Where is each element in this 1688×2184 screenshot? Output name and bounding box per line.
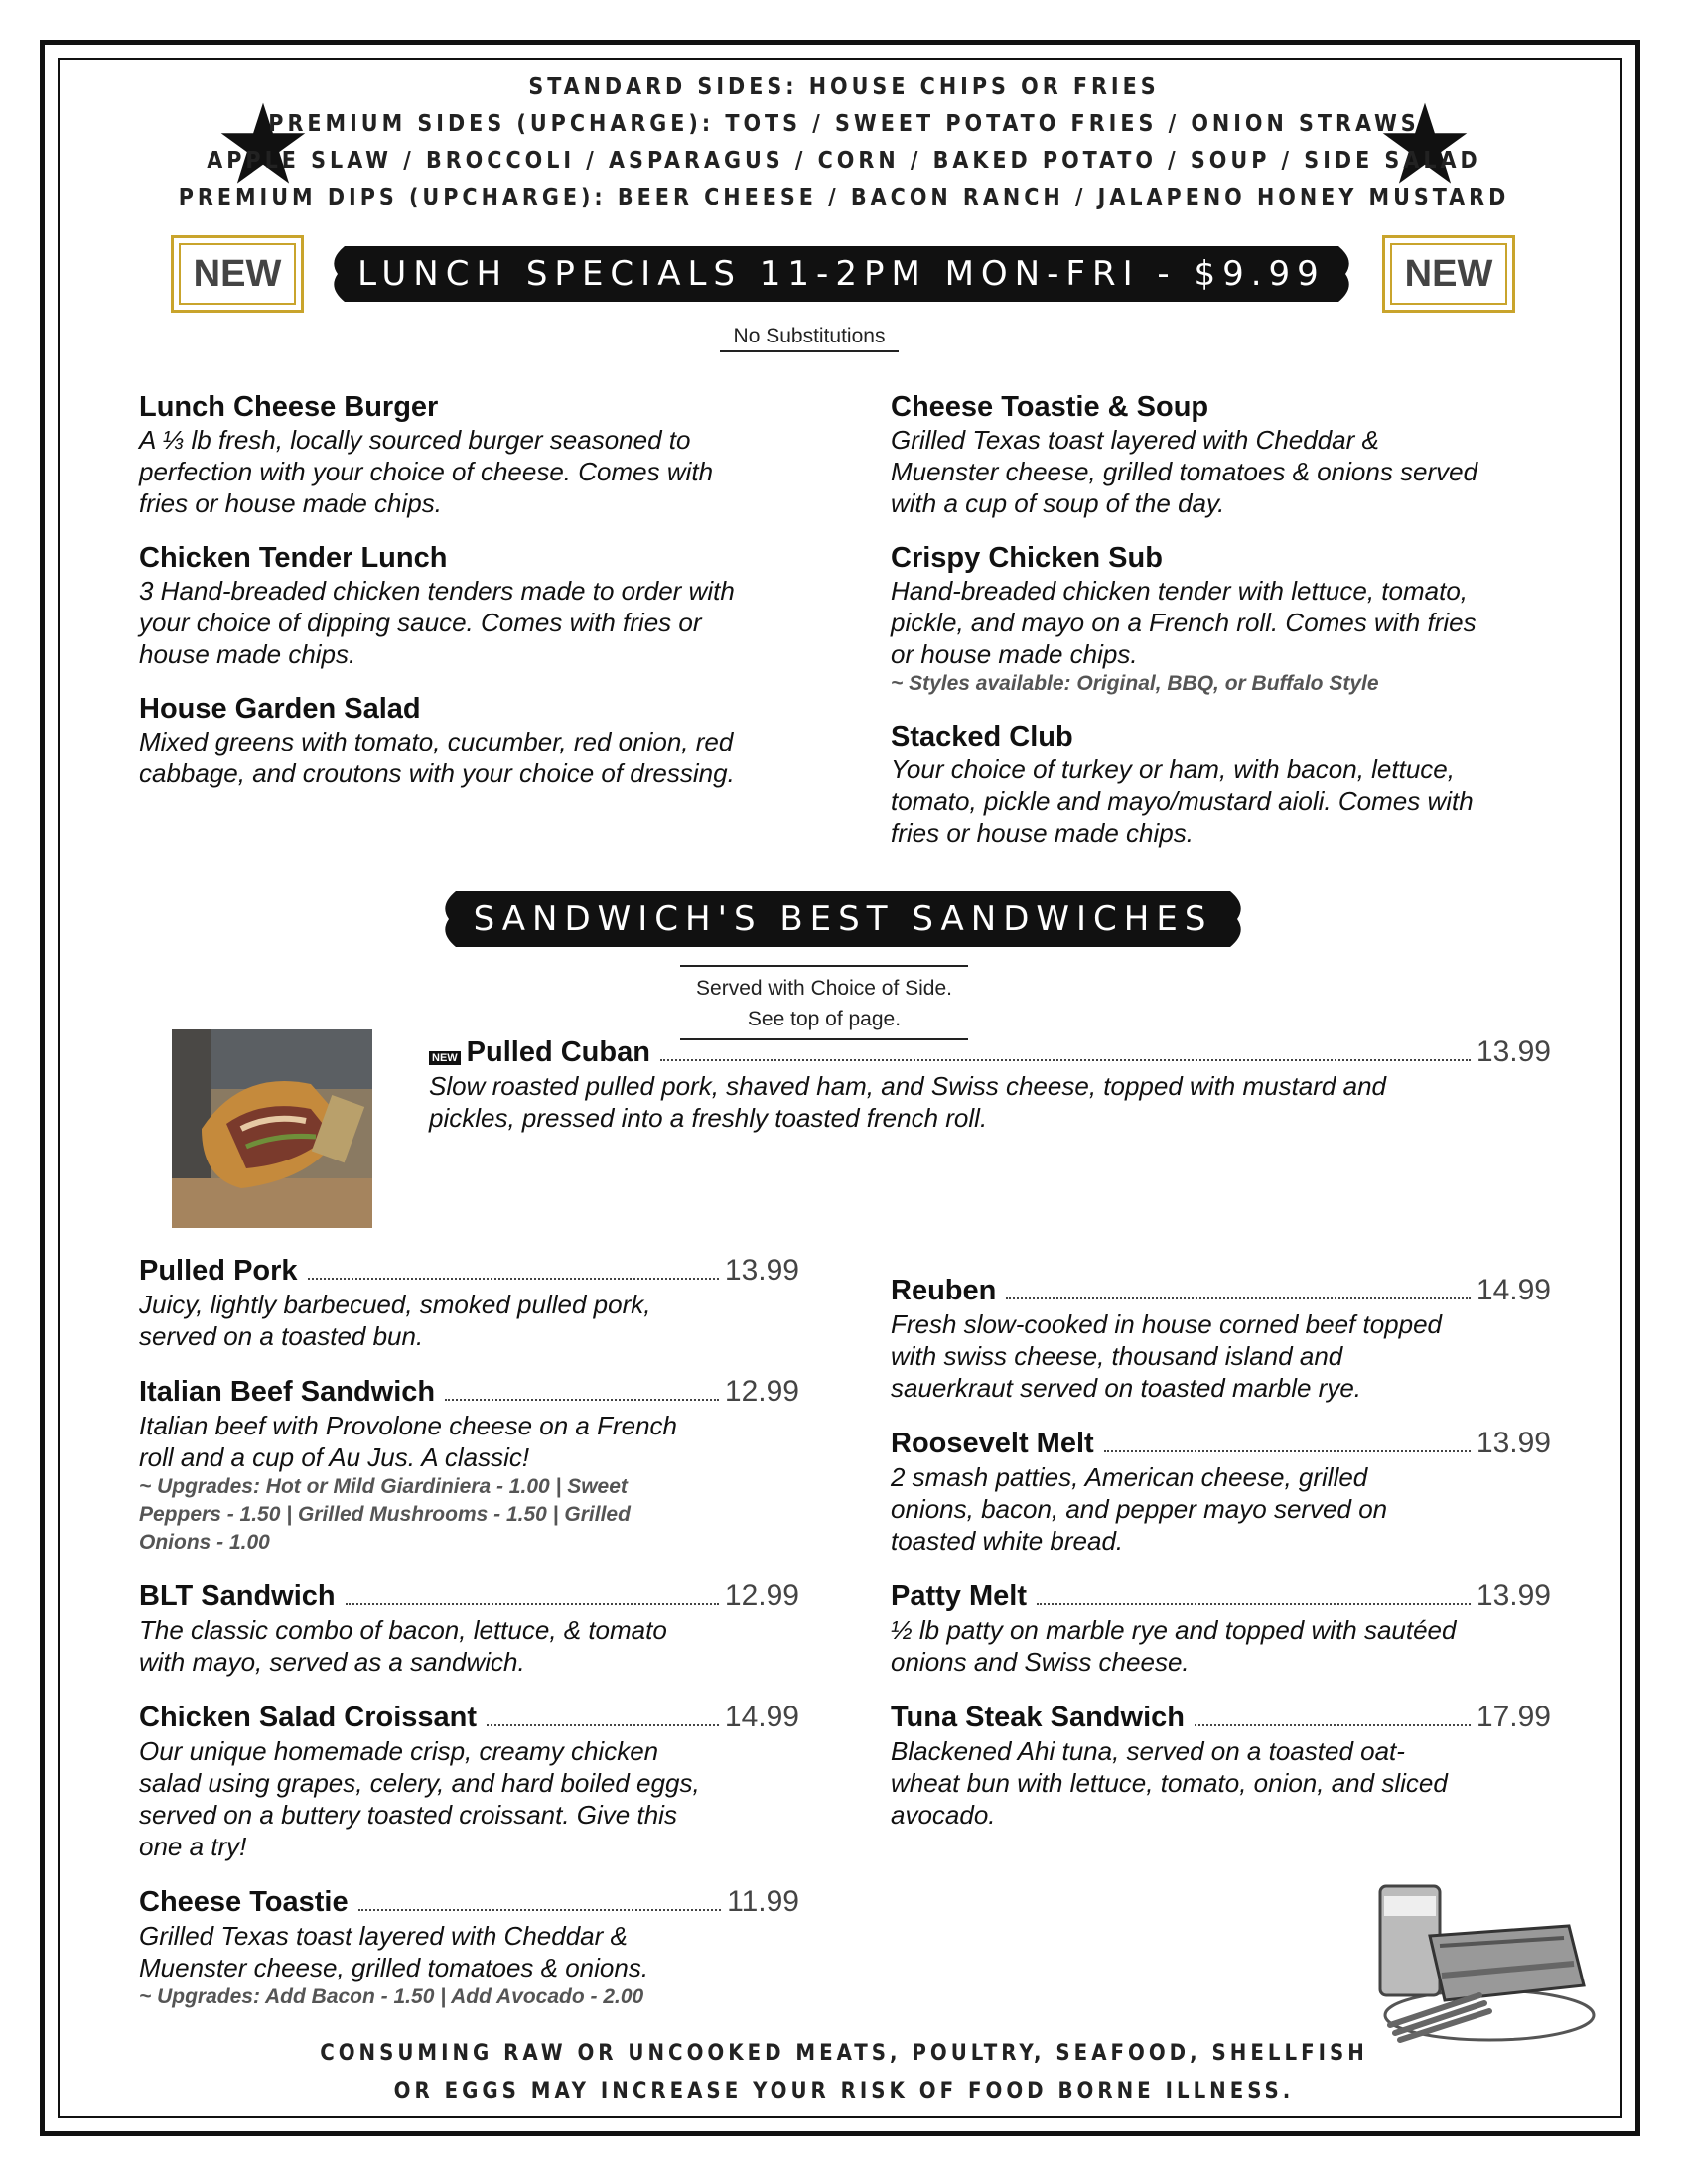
menu-item-price: 11.99 bbox=[727, 1885, 799, 1918]
leader-dots bbox=[308, 1278, 719, 1280]
menu-item-name: Tuna Steak Sandwich bbox=[891, 1702, 1185, 1733]
menu-item-featured bbox=[429, 1034, 1551, 1134]
sandwich-banner bbox=[434, 886, 1252, 953]
menu-item bbox=[139, 1578, 799, 1678]
menu-item-desc: The classic combo of bacon, lettuce, & tomato with mayo, served as a sandwich. bbox=[139, 1615, 667, 1677]
sides-line: APPLE SLAW / BROCCOLI / ASPARAGUS / CORN / BAKED POTATO / SOUP / SIDE SALAD bbox=[207, 148, 1481, 174]
lunch-item-desc: 3 Hand-breaded chicken tenders made to order with your choice of dipping sauce. Comes with fries or house made chips. bbox=[139, 576, 735, 669]
menu-item bbox=[891, 1700, 1551, 1831]
leader-dots bbox=[1037, 1603, 1471, 1605]
menu-item-price: 17.99 bbox=[1476, 1701, 1551, 1733]
lunch-item-name: Lunch Cheese Burger bbox=[139, 391, 439, 423]
lunch-item-name: House Garden Salad bbox=[139, 693, 421, 725]
menu-item-price: 12.99 bbox=[724, 1579, 799, 1612]
lunch-item-desc: Your choice of turkey or ham, with bacon, lettuce, tomato, pickle and mayo/mustard aioli. Comes with fries or house made chips. bbox=[891, 754, 1474, 848]
menu-item bbox=[891, 1578, 1551, 1678]
lunch-banner-title: LUNCH SPECIALS 11-2PM MON-FRI - $9.99 bbox=[357, 254, 1326, 294]
sandwich-left-column bbox=[139, 1253, 799, 2033]
lunch-item bbox=[139, 390, 755, 519]
menu-item-desc: Juicy, lightly barbecued, smoked pulled pork, served on a toasted bun. bbox=[139, 1290, 651, 1351]
lunch-item bbox=[891, 720, 1486, 849]
menu-item-desc: Slow roasted pulled pork, shaved ham, and Swiss cheese, topped with mustard and pickles, pressed into a freshly toasted french roll. bbox=[429, 1071, 1386, 1133]
leader-dots bbox=[487, 1724, 719, 1726]
sides-line: PREMIUM DIPS (UPCHARGE): BEER CHEESE / BACON RANCH / JALAPENO HONEY MUSTARD bbox=[178, 185, 1510, 210]
menu-item-name: BLT Sandwich bbox=[139, 1580, 336, 1612]
warning-line: OR EGGS MAY INCREASE YOUR RISK OF FOOD BORNE ILLNESS. bbox=[393, 2079, 1295, 2104]
menu-item-price: 14.99 bbox=[1476, 1274, 1551, 1306]
sandwich-right-column bbox=[891, 1273, 1551, 1852]
served-with-note bbox=[680, 965, 968, 1040]
sandwich-illustration bbox=[1370, 1876, 1599, 2045]
new-badge-label: NEW bbox=[179, 243, 296, 305]
menu-item-name: Reuben bbox=[891, 1275, 997, 1306]
lunch-item bbox=[891, 390, 1486, 519]
menu-item-extra: ~ Upgrades: Hot or Mild Giardiniera - 1.00 | Sweet Peppers - 1.50 | Grilled Mushrooms - 1.50 | Grilled Onions - 1.00 bbox=[139, 1475, 631, 1554]
leader-dots bbox=[1195, 1724, 1471, 1726]
new-badge-label: NEW bbox=[1390, 243, 1507, 305]
menu-item bbox=[139, 1700, 799, 1862]
lunch-item-name: Crispy Chicken Sub bbox=[891, 542, 1163, 574]
menu-item-desc: Blackened Ahi tuna, served on a toasted oat-wheat bun with lettuce, tomato, onion, and sliced avocado. bbox=[891, 1736, 1448, 1830]
menu-item bbox=[891, 1273, 1551, 1404]
menu-item-price: 13.99 bbox=[1476, 1427, 1551, 1459]
sides-line: STANDARD SIDES: HOUSE CHIPS OR FRIES bbox=[528, 74, 1160, 100]
menu-item-desc: ½ lb patty on marble rye and topped with sautéed onions and Swiss cheese. bbox=[891, 1615, 1457, 1677]
lunch-item-desc: Mixed greens with tomato, cucumber, red onion, red cabbage, and croutons with your choice of dressing. bbox=[139, 727, 735, 788]
warning-line: CONSUMING RAW OR UNCOOKED MEATS, POULTRY, SEAFOOD, SHELLFISH bbox=[320, 2041, 1368, 2066]
lunch-banner bbox=[323, 240, 1360, 308]
menu-item-desc: 2 smash patties, American cheese, grilled onions, bacon, and pepper mayo served on toasted white bread. bbox=[891, 1462, 1388, 1556]
lunch-item bbox=[139, 692, 755, 789]
menu-item-price: 14.99 bbox=[724, 1701, 799, 1733]
menu-item bbox=[139, 1253, 799, 1352]
menu-item-name: Roosevelt Melt bbox=[891, 1428, 1094, 1459]
lunch-item-name: Cheese Toastie & Soup bbox=[891, 391, 1209, 423]
sandwich-banner-title: SANDWICH'S BEST SANDWICHES bbox=[473, 899, 1213, 939]
new-tag: NEW bbox=[429, 1051, 461, 1065]
lunch-item-desc: A ⅓ lb fresh, locally sourced burger seasoned to perfection with your choice of cheese. Comes with fries or house made chips. bbox=[139, 425, 714, 518]
leader-dots bbox=[1104, 1450, 1471, 1452]
menu-item-price: 13.99 bbox=[1476, 1579, 1551, 1612]
sides-info bbox=[0, 69, 1688, 216]
leader-dots bbox=[358, 1909, 722, 1911]
no-substitutions-note: No Substitutions bbox=[720, 325, 899, 352]
menu-item-desc: Grilled Texas toast layered with Cheddar & Muenster cheese, grilled tomatoes & onions. bbox=[139, 1921, 649, 1982]
lunch-item-name: Chicken Tender Lunch bbox=[139, 542, 448, 574]
menu-item-name: Pulled Cuban bbox=[466, 1036, 650, 1068]
lunch-item bbox=[139, 541, 755, 670]
menu-item-name: Pulled Pork bbox=[139, 1255, 298, 1287]
menu-item-desc: Our unique homemade crisp, creamy chicken salad using grapes, celery, and hard boiled eggs, served on a buttery toasted croissant. Give this one a try! bbox=[139, 1736, 700, 1861]
lunch-item-desc: Grilled Texas toast layered with Cheddar & Muenster cheese, grilled tomatoes & onions served with a cup of soup of the day. bbox=[891, 425, 1478, 518]
menu-item bbox=[139, 1374, 799, 1557]
menu-item-name: Chicken Salad Croissant bbox=[139, 1702, 478, 1733]
lunch-right-column bbox=[891, 390, 1486, 871]
see-top-line: See top of page. bbox=[747, 1008, 902, 1030]
leader-dots bbox=[660, 1059, 1471, 1061]
menu-item-name: Patty Melt bbox=[891, 1580, 1027, 1612]
leader-dots bbox=[1006, 1297, 1471, 1299]
new-badge bbox=[1382, 235, 1515, 313]
menu-item bbox=[891, 1426, 1551, 1557]
leader-dots bbox=[445, 1399, 719, 1401]
lunch-item bbox=[891, 541, 1486, 698]
lunch-left-column bbox=[139, 390, 755, 811]
menu-item-price: 13.99 bbox=[1476, 1035, 1551, 1068]
new-badge bbox=[171, 235, 304, 313]
menu-item-desc: Italian beef with Provolone cheese on a French roll and a cup of Au Jus. A classic! bbox=[139, 1411, 678, 1472]
served-with-line: Served with Choice of Side. bbox=[696, 977, 952, 1000]
menu-item-desc: Fresh slow-cooked in house corned beef topped with swiss cheese, thousand island and sauerkraut served on toasted marble rye. bbox=[891, 1309, 1443, 1403]
leader-dots bbox=[346, 1603, 719, 1605]
sides-line: PREMIUM SIDES (UPCHARGE): TOTS / SWEET POTATO FRIES / ONION STRAWS bbox=[268, 111, 1420, 137]
lunch-item-desc: Hand-breaded chicken tender with lettuce, tomato, pickle, and mayo on a French roll. Comes with fries or house made chips. bbox=[891, 576, 1477, 669]
menu-item-name: Cheese Toastie bbox=[139, 1886, 349, 1918]
sandwich-photo bbox=[172, 1029, 372, 1228]
food-safety-warning bbox=[0, 2035, 1688, 2111]
menu-item bbox=[139, 1884, 799, 2011]
lunch-item-name: Stacked Club bbox=[891, 721, 1073, 752]
menu-item-price: 12.99 bbox=[724, 1375, 799, 1408]
menu-item-extra: ~ Upgrades: Add Bacon - 1.50 | Add Avocado - 2.00 bbox=[139, 1985, 644, 2008]
menu-item-price: 13.99 bbox=[724, 1254, 799, 1287]
menu-item-name: Italian Beef Sandwich bbox=[139, 1376, 436, 1408]
lunch-item-extra: ~ Styles available: Original, BBQ, or Buffalo Style bbox=[891, 672, 1379, 695]
